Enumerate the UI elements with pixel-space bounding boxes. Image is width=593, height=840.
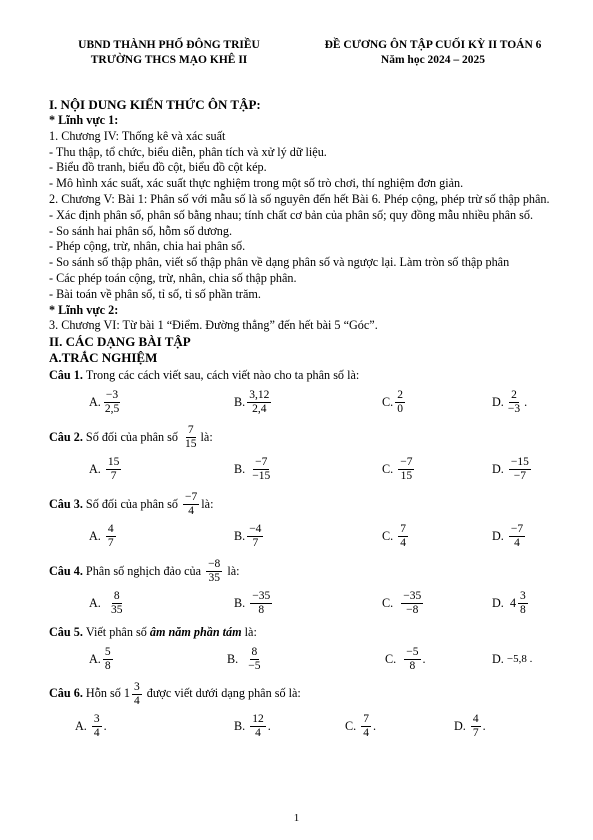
option-key: D.	[492, 529, 504, 544]
option-d	[492, 518, 527, 556]
denominator: 4	[400, 537, 406, 550]
question-5-options	[49, 641, 559, 679]
denominator: 8	[409, 660, 416, 673]
question-tail: là:	[200, 429, 213, 444]
page-number: 1	[293, 812, 300, 824]
school-year: Năm học 2024 – 2025	[380, 54, 486, 66]
denominator: 4	[514, 537, 520, 550]
numerator: 7	[363, 713, 369, 726]
option-tail: .	[524, 395, 528, 410]
denominator: −8	[406, 604, 419, 617]
header-school-block	[64, 38, 274, 68]
denominator: −7	[513, 470, 527, 483]
option-a	[75, 708, 107, 746]
field-2-heading: * Lĩnh vực 2:	[49, 302, 119, 317]
option-key: B.	[234, 529, 246, 544]
question-4	[49, 558, 559, 623]
numerator: 3	[93, 713, 100, 726]
question-3	[49, 491, 559, 556]
denominator: 35	[208, 571, 220, 584]
fraction	[103, 646, 113, 673]
fraction	[183, 424, 199, 451]
field-1-heading: * Lĩnh vực 1:	[49, 113, 119, 127]
numerator: 15	[107, 456, 120, 469]
numerator: 2	[397, 389, 403, 402]
option-value: −5,8 .	[506, 652, 533, 665]
denominator: 0	[397, 403, 403, 416]
content-line: 2. Chương V: Bài 1: Phân số với mẫu số là số nguyên đến hết Bài 6. Phép cộng, phép trừ số thập phân.	[49, 191, 550, 206]
question-6-options	[49, 708, 559, 746]
numerator: −15	[510, 456, 529, 469]
numerator: 2	[511, 389, 517, 402]
question-1-stem	[49, 368, 559, 384]
fraction	[518, 590, 528, 617]
question-6	[49, 681, 559, 746]
numerator: −35	[403, 590, 422, 603]
numerator: 5	[104, 646, 111, 659]
question-label: Câu 4.	[49, 563, 83, 578]
question-4-options	[49, 585, 559, 623]
option-key: B.	[234, 395, 246, 410]
option-tail: .	[103, 718, 107, 733]
content-line: - Các phép toán cộng, trừ, nhân, chia số thập phân.	[49, 270, 297, 285]
content-line: - Biểu đồ tranh, biểu đồ cột, biểu đồ cột kép.	[49, 160, 267, 175]
numerator: −4	[249, 523, 262, 536]
denominator: 4	[93, 727, 100, 740]
fraction	[361, 713, 371, 740]
denominator: 8	[258, 604, 265, 617]
denominator: 7	[107, 537, 114, 550]
denominator: 7	[252, 537, 259, 550]
option-b	[227, 641, 265, 679]
numerator: 3	[520, 590, 526, 603]
fraction	[506, 389, 522, 416]
fraction	[250, 713, 266, 740]
denominator: 2,5	[104, 403, 120, 416]
fraction	[471, 713, 481, 740]
option-key: C.	[382, 596, 394, 611]
question-text: Số đối của phân số	[85, 429, 178, 444]
denominator: 4	[255, 727, 261, 740]
fraction	[132, 681, 142, 708]
option-tail: .	[267, 718, 271, 733]
option-key: B.	[227, 651, 239, 666]
fraction	[183, 491, 199, 518]
whole-part: 1	[123, 686, 130, 701]
denominator: −15	[252, 470, 271, 483]
question-label: Câu 1.	[49, 368, 83, 383]
denominator: 4	[133, 694, 140, 707]
fraction	[106, 523, 116, 550]
option-key: D.	[492, 596, 504, 611]
option-tail: .	[372, 718, 377, 733]
numerator: 4	[472, 713, 479, 726]
option-key: C.	[382, 529, 394, 544]
fraction	[509, 456, 531, 483]
numerator: −7	[510, 523, 524, 536]
denominator: 8	[520, 604, 526, 617]
content-line: - So sánh hai phân số, hỗm số dương.	[49, 223, 232, 238]
content-line: 3. Chương VI: Từ bài 1 “Điểm. Đường thẳng” đến hết bài 5 “Góc”.	[49, 318, 378, 333]
denominator: −5	[248, 660, 261, 673]
option-d	[454, 708, 486, 746]
denominator: 7	[110, 470, 117, 483]
option-d	[492, 641, 532, 679]
option-key: D.	[492, 395, 504, 410]
question-1-options	[49, 384, 559, 422]
question-label: Câu 3.	[49, 496, 83, 511]
fraction	[92, 713, 102, 740]
multiple-choice-heading: A.TRẮC NGHIỆM	[49, 350, 158, 366]
question-3-stem	[49, 491, 559, 518]
fraction	[398, 523, 408, 550]
fraction	[246, 646, 262, 673]
whole-part: 4	[509, 596, 517, 611]
content-line: - Xác định phân số, phân số bằng nhau; tính chất cơ bản của phân số; quy đồng mẫu nhiều phân số.	[49, 207, 534, 222]
question-text: Viết phân số	[85, 624, 147, 639]
option-key: A.	[89, 462, 101, 477]
question-2-stem	[49, 424, 559, 451]
header-title-block	[298, 38, 568, 68]
numerator: −7	[400, 456, 413, 469]
question-text: Số đối của phân số	[85, 496, 178, 511]
section-1-title: I. NỘI DUNG KIẾN THỨC ÔN TẬP:	[49, 97, 261, 112]
denominator: 15	[185, 437, 197, 450]
option-b	[234, 518, 265, 556]
section-1-lines	[49, 129, 559, 303]
numerator: −7	[255, 456, 268, 469]
question-2	[49, 424, 559, 489]
option-key: A.	[89, 395, 101, 410]
mixed-number	[510, 590, 530, 617]
option-c	[382, 518, 410, 556]
option-b	[234, 708, 271, 746]
denominator: 8	[104, 660, 111, 673]
fraction	[250, 590, 272, 617]
question-text: Phân số nghịch đảo của	[85, 563, 202, 578]
option-key: C.	[382, 462, 394, 477]
numerator: 3	[133, 680, 140, 693]
denominator: 35	[110, 604, 123, 617]
option-key: B.	[234, 718, 246, 733]
fraction	[206, 558, 222, 585]
question-1	[49, 368, 559, 422]
option-key: A.	[89, 596, 101, 611]
numerator: 4	[107, 523, 114, 536]
question-label: Câu 6.	[49, 686, 83, 701]
option-key: A.	[89, 529, 101, 544]
question-tail: là:	[244, 624, 257, 639]
content-line: - Bài toán về phân số, tỉ số, tỉ số phần trăm.	[49, 286, 261, 301]
question-label: Câu 2.	[49, 429, 83, 444]
question-emphasis: âm năm phần tám	[149, 624, 242, 639]
header-authority: UBND THÀNH PHỐ ĐÔNG TRIỀU	[78, 39, 260, 51]
question-5-stem	[49, 625, 559, 641]
fraction	[404, 646, 420, 673]
option-key: B.	[234, 462, 246, 477]
fraction	[106, 456, 122, 483]
option-d	[492, 384, 527, 422]
option-c	[385, 641, 426, 679]
option-tail: .	[482, 718, 486, 733]
fraction	[109, 590, 125, 617]
denominator: 7	[472, 727, 479, 740]
option-tail: .	[422, 651, 426, 666]
question-4-stem	[49, 558, 559, 585]
fraction	[398, 456, 414, 483]
numerator: −3	[105, 389, 119, 402]
option-b	[234, 585, 274, 623]
numerator: −7	[185, 490, 198, 503]
question-3-options	[49, 518, 559, 556]
option-d	[492, 451, 533, 489]
question-6-stem	[49, 681, 559, 708]
option-c	[382, 451, 416, 489]
option-key: A.	[75, 718, 87, 733]
option-a	[89, 384, 123, 422]
option-c	[382, 384, 407, 422]
option-a	[89, 585, 126, 623]
option-key: C.	[345, 718, 357, 733]
numerator: 8	[251, 646, 258, 659]
fraction	[103, 389, 121, 416]
question-5	[49, 625, 559, 679]
numerator: 8	[113, 590, 120, 603]
numerator: −5	[406, 646, 419, 659]
content-line: - Thu thập, tổ chức, biểu diễn, phân tích và xử lý dữ liệu.	[49, 144, 327, 159]
numerator: 7	[187, 423, 194, 436]
option-b	[234, 451, 274, 489]
fraction	[395, 389, 405, 416]
denominator: 4	[363, 727, 369, 740]
option-d	[492, 585, 530, 623]
option-key: D.	[492, 651, 504, 666]
option-key: D.	[492, 462, 504, 477]
denominator: 2,4	[252, 403, 267, 416]
option-key: B.	[234, 596, 246, 611]
mixed-number	[124, 681, 144, 708]
numerator: 7	[400, 523, 406, 536]
option-key: D.	[454, 718, 466, 733]
option-key: C.	[382, 395, 394, 410]
option-c	[382, 585, 425, 623]
option-key: A.	[89, 651, 101, 666]
content-line: 1. Chương IV: Thống kê và xác suất	[49, 128, 226, 143]
option-c	[345, 708, 376, 746]
option-a	[89, 641, 115, 679]
question-2-options	[49, 451, 559, 489]
fraction	[247, 523, 263, 550]
question-text: Hỗn số	[85, 686, 121, 701]
header-school-name: TRƯỜNG THCS MẠO KHÊ II	[90, 54, 248, 66]
option-a	[89, 451, 123, 489]
numerator: −8	[208, 557, 221, 570]
content-line: - So sánh số thập phân, viết số thập phân về dạng phân số và ngược lại. Làm tròn số thập phân	[49, 255, 510, 270]
option-key: C.	[385, 651, 397, 666]
fraction	[401, 590, 423, 617]
content-line: - Phép cộng, trừ, nhân, chia hai phân số.	[49, 239, 246, 254]
numerator: 12	[252, 713, 264, 726]
content-line: - Mô hình xác suất, xác suất thực nghiệm trong một số trò chơi, thí nghiệm đơn giản.	[49, 176, 464, 191]
option-a	[89, 518, 118, 556]
document-body	[49, 97, 559, 746]
question-tail: là:	[227, 563, 240, 578]
denominator: 15	[400, 470, 413, 483]
question-text: Trong các cách viết sau, cách viết nào cho ta phân số là:	[85, 368, 360, 383]
document-title: ĐỀ CƯƠNG ÔN TẬP CUỐI KỲ II TOÁN 6	[324, 39, 542, 51]
question-label: Câu 5.	[49, 624, 83, 639]
numerator: 3,12	[249, 389, 270, 402]
denominator: 4	[188, 504, 195, 517]
fraction	[509, 523, 525, 550]
numerator: −35	[252, 590, 271, 603]
question-tail: được viết dưới dạng phân số là:	[146, 686, 301, 701]
fraction	[250, 456, 272, 483]
question-tail: là:	[201, 496, 214, 511]
fraction	[247, 389, 271, 416]
section-2-title: II. CÁC DẠNG BÀI TẬP	[49, 334, 191, 350]
option-b	[234, 384, 273, 422]
denominator: −3	[507, 403, 521, 416]
